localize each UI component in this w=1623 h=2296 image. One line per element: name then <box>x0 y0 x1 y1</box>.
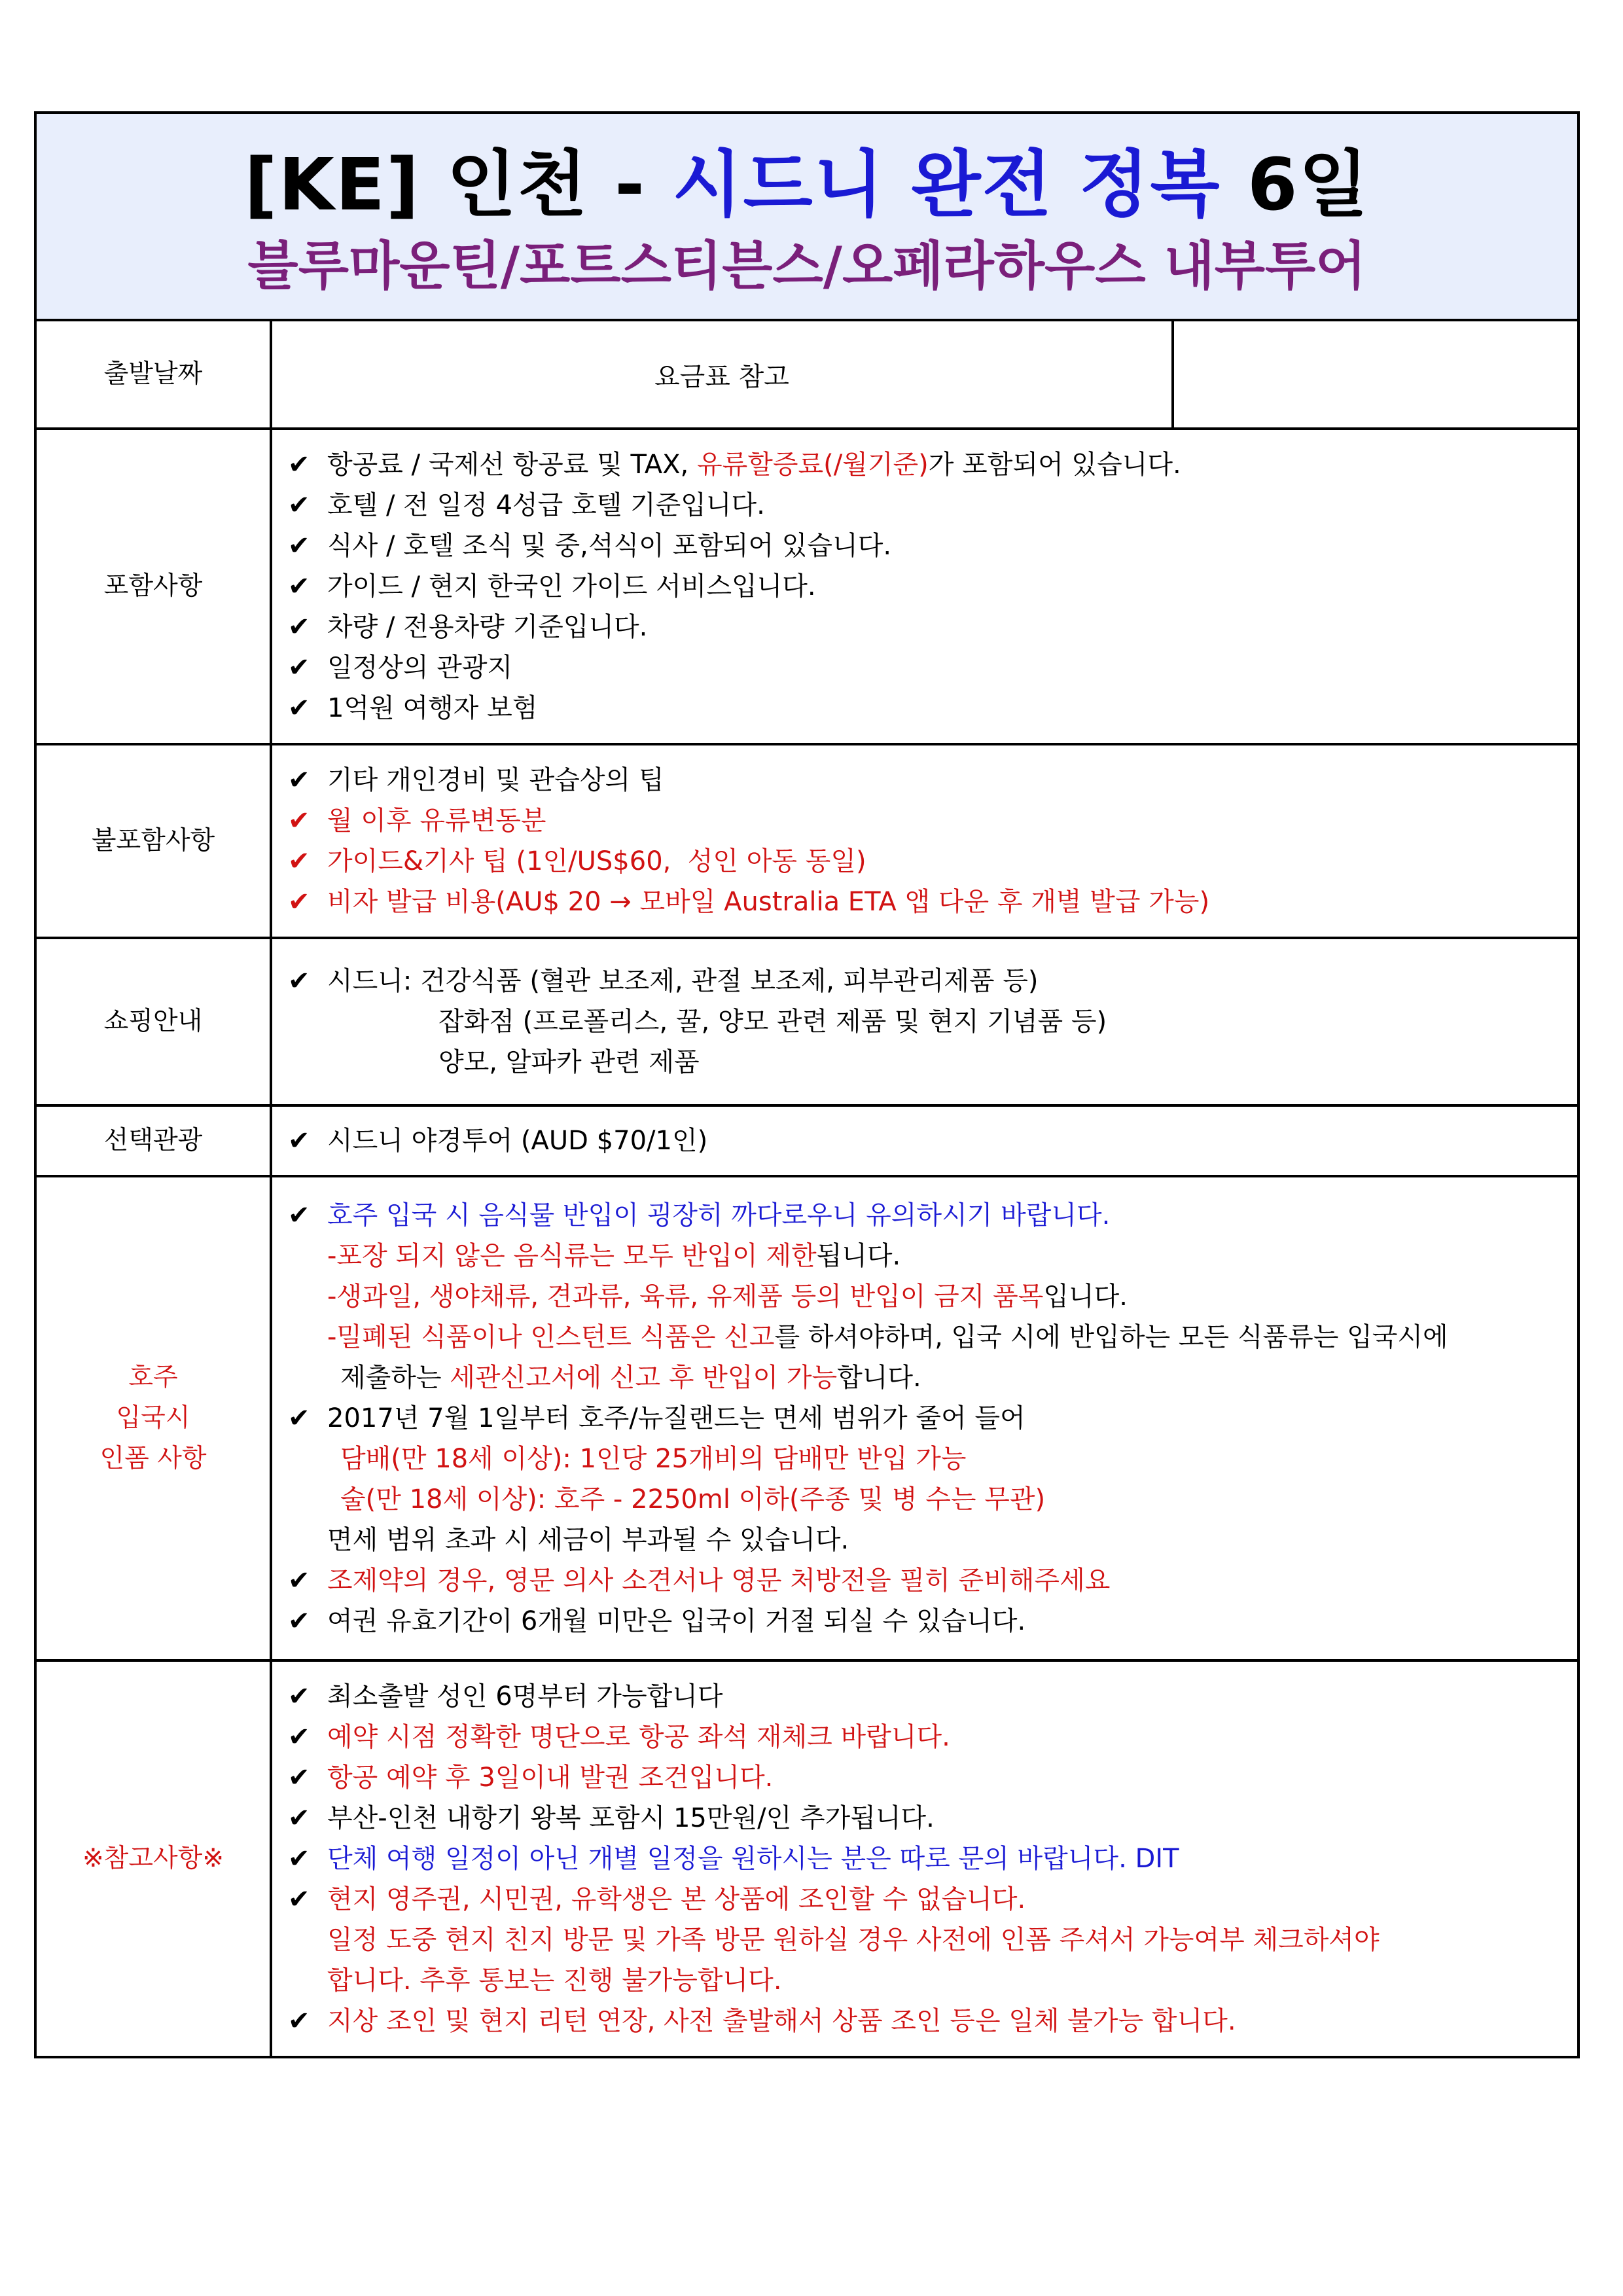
check-icon: ✔ <box>288 806 310 836</box>
departure-row <box>35 320 1578 429</box>
excluded-label: 불포함사항 <box>35 744 271 938</box>
customs-line <box>288 1276 1577 1317</box>
included-label: 포함사항 <box>35 429 271 744</box>
text: 호텔 / 전 일정 4성급 호텔 기준입니다. <box>327 490 765 520</box>
excluded-line <box>288 760 1577 800</box>
text: 시드니: 건강식품 (혈관 보조제, 관절 보조제, 피부관리제품 등) <box>327 966 1039 996</box>
title-highlight: 시드니 완전 정복 <box>672 142 1221 226</box>
customs-label-line: 입국시 <box>116 1403 190 1433</box>
customs-row <box>35 1176 1578 1660</box>
customs-line <box>288 1398 1577 1439</box>
shopping-row <box>35 938 1578 1105</box>
customs-label <box>35 1176 271 1660</box>
page-subtitle: 블루마운틴/포트스티븐스/오페라하우스 내부투어 <box>247 235 1366 296</box>
excluded-line <box>288 841 1577 882</box>
excluded-row <box>35 744 1578 938</box>
text-red: 조제약의 경우, 영문 의사 소견서나 영문 처방전을 필히 준비해주세요 <box>327 1566 1111 1596</box>
text-red: 술(만 18세 이상): 호주 - 2250ml 이하(주종 및 병 수는 무관) <box>340 1484 1046 1515</box>
check-icon: ✔ <box>288 1763 310 1793</box>
shopping-content <box>271 938 1578 1105</box>
check-icon: ✔ <box>288 571 310 601</box>
excluded-line <box>288 800 1577 841</box>
included-line <box>288 688 1577 728</box>
customs-line <box>288 1195 1577 1236</box>
check-icon: ✔ <box>288 1884 310 1914</box>
included-line <box>288 444 1577 485</box>
check-icon: ✔ <box>288 693 310 723</box>
notes-row <box>35 1660 1578 2057</box>
check-icon: ✔ <box>288 2006 310 2036</box>
text: 됩니다. <box>816 1241 901 1271</box>
text-blue: 단체 여행 일정이 아닌 개별 일정을 원하시는 분은 따로 문의 바랍니다. DIT <box>327 1844 1179 1874</box>
check-icon: ✔ <box>288 612 310 642</box>
shopping-line <box>288 961 1577 1001</box>
check-icon: ✔ <box>288 846 310 876</box>
text: 일정상의 관광지 <box>327 653 513 683</box>
text-red: -생과일, 생야채류, 견과류, 육류, 유제품 등의 반입이 금지 품목 <box>327 1282 1044 1312</box>
shopping-line <box>288 1042 1577 1083</box>
notes-line <box>288 1676 1577 1717</box>
notes-line <box>288 1757 1577 1798</box>
tour-info-table <box>34 111 1580 2058</box>
text: 차량 / 전용차량 기준입니다. <box>327 612 648 642</box>
check-icon: ✔ <box>288 653 310 683</box>
text: 최소출발 성인 6명부터 가능합니다 <box>327 1681 723 1712</box>
title-route: [KE] 인천 - <box>244 142 673 226</box>
text-red: 비자 발급 비용(AU$ 20 → 모바일 Australia ETA 앱 다운 후 개별 발급 가능) <box>327 887 1210 917</box>
customs-label-line: 인폼 사항 <box>99 1444 207 1473</box>
customs-line <box>288 1317 1577 1357</box>
optional-line <box>288 1121 1577 1161</box>
departure-label: 출발날짜 <box>35 320 271 429</box>
text: 입니다. <box>1043 1282 1128 1312</box>
check-icon: ✔ <box>288 1606 310 1636</box>
text-red: 월 이후 유류변동분 <box>327 806 546 836</box>
text: 항공료 / 국제선 항공료 및 TAX, <box>327 450 697 480</box>
customs-line <box>288 1439 1577 1479</box>
departure-value: 요금표 참고 <box>271 320 1173 429</box>
text: 가이드 / 현지 한국인 가이드 서비스입니다. <box>327 571 816 601</box>
text-red: 지상 조인 및 현지 리턴 연장, 사전 출발해서 상품 조인 등은 일체 불가능 합니다. <box>327 2006 1236 2036</box>
check-icon: ✔ <box>288 1681 310 1712</box>
text-red: 일정 도중 현지 친지 방문 및 가족 방문 원하실 경우 사전에 인폼 주셔서 가능여부 체크하셔야 <box>327 1925 1380 1955</box>
text: 를 하셔야하며, 입국 시에 반입하는 모든 식품류는 입국시에 <box>774 1322 1448 1352</box>
check-icon: ✔ <box>288 1200 310 1230</box>
included-line <box>288 607 1577 647</box>
excluded-content <box>271 744 1578 938</box>
included-content <box>271 429 1578 744</box>
customs-line <box>288 1560 1577 1601</box>
notes-line <box>288 1798 1577 1839</box>
notes-content <box>271 1660 1578 2057</box>
customs-line <box>288 1601 1577 1641</box>
customs-content <box>271 1176 1578 1660</box>
customs-line <box>288 1357 1577 1398</box>
shopping-line <box>288 1001 1577 1042</box>
check-icon: ✔ <box>288 531 310 561</box>
text: 양모, 알파카 관련 제품 <box>438 1047 700 1077</box>
header-row <box>35 113 1578 320</box>
text: 여권 유효기간이 6개월 미만은 입국이 거절 되실 수 있습니다. <box>327 1606 1026 1636</box>
notes-line <box>288 2001 1577 2041</box>
check-icon: ✔ <box>288 765 310 795</box>
check-icon: ✔ <box>288 450 310 480</box>
included-line <box>288 485 1577 526</box>
text: 가 포함되어 있습니다. <box>928 450 1181 480</box>
text: 2017년 7월 1일부터 호주/뉴질랜드는 면세 범위가 줄어 들어 <box>327 1403 1026 1433</box>
optional-content <box>271 1105 1578 1176</box>
notes-line <box>288 1920 1577 1960</box>
text: 시드니 야경투어 (AUD $70/1인) <box>327 1126 708 1156</box>
departure-extra <box>1173 320 1578 429</box>
customs-line <box>288 1236 1577 1276</box>
optional-row <box>35 1105 1578 1176</box>
customs-line <box>288 1520 1577 1560</box>
notes-label: ※참고사항※ <box>35 1660 271 2057</box>
text: 1억원 여행자 보험 <box>327 693 538 723</box>
included-line <box>288 647 1577 688</box>
customs-label-line: 호주 <box>128 1363 178 1392</box>
included-row <box>35 429 1578 744</box>
text: 면세 범위 초과 시 세금이 부과될 수 있습니다. <box>327 1525 849 1555</box>
check-icon: ✔ <box>288 1803 310 1833</box>
page-title <box>37 139 1577 230</box>
shopping-label: 쇼핑안내 <box>35 938 271 1105</box>
text-red: 예약 시점 정확한 명단으로 항공 좌석 재체크 바랍니다. <box>327 1722 950 1752</box>
header-cell <box>35 113 1578 320</box>
check-icon: ✔ <box>288 887 310 917</box>
text-red: -밀폐된 식품이나 인스턴트 식품은 신고 <box>327 1322 775 1352</box>
text-red: 담배(만 18세 이상): 1인당 25개비의 담배만 반입 가능 <box>340 1444 967 1474</box>
notes-line <box>288 1960 1577 2001</box>
text-red: 유류할증료(/월기준) <box>696 450 929 480</box>
check-icon: ✔ <box>288 966 310 996</box>
text-red: 합니다. 추후 통보는 진행 불가능합니다. <box>327 1965 782 1996</box>
included-line <box>288 566 1577 607</box>
notes-line <box>288 1839 1577 1879</box>
check-icon: ✔ <box>288 1566 310 1596</box>
text: 제출하는 <box>340 1363 450 1393</box>
excluded-line <box>288 882 1577 922</box>
included-line <box>288 526 1577 566</box>
text: 식사 / 호텔 조식 및 중,석식이 포함되어 있습니다. <box>327 531 892 561</box>
check-icon: ✔ <box>288 1844 310 1874</box>
title-duration: 6일 <box>1221 142 1370 226</box>
optional-label: 선택관광 <box>35 1105 271 1176</box>
text: 기타 개인경비 및 관습상의 팁 <box>327 765 664 795</box>
notes-line <box>288 1717 1577 1757</box>
text-blue: 호주 입국 시 음식물 반입이 굉장히 까다로우니 유의하시기 바랍니다. <box>327 1200 1111 1230</box>
notes-line <box>288 1879 1577 1920</box>
text-red: 세관신고서에 신고 후 반입이 가능 <box>450 1363 838 1393</box>
check-icon: ✔ <box>288 1722 310 1752</box>
text-red: 가이드&기사 팁 (1인/US$60, 성인 아동 동일) <box>327 846 866 876</box>
check-icon: ✔ <box>288 1126 310 1156</box>
text: 합니다. <box>837 1363 921 1393</box>
text-red: 항공 예약 후 3일이내 발권 조건입니다. <box>327 1763 774 1793</box>
text-red: -포장 되지 않은 음식류는 모두 반입이 제한 <box>327 1241 817 1271</box>
text: 부산-인천 내항기 왕복 포함시 15만원/인 추가됩니다. <box>327 1803 935 1833</box>
customs-line <box>288 1479 1577 1520</box>
check-icon: ✔ <box>288 1403 310 1433</box>
check-icon: ✔ <box>288 490 310 520</box>
text-red: 현지 영주권, 시민권, 유학생은 본 상품에 조인할 수 없습니다. <box>327 1884 1026 1914</box>
text: 잡화점 (프로폴리스, 꿀, 양모 관련 제품 및 현지 기념품 등) <box>438 1007 1107 1037</box>
